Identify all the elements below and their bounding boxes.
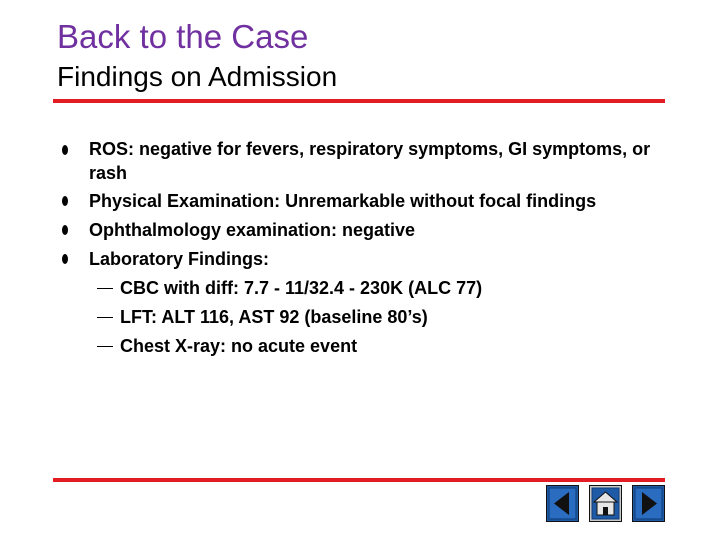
next-icon (633, 486, 664, 521)
bullet-ros-line2: rash (89, 163, 128, 183)
bullet-dot (62, 196, 68, 206)
bullet-physical-exam: Physical Examination: Unremarkable without focal findings (89, 191, 597, 211)
bullet-ros-cont (89, 161, 719, 185)
dash-marker (97, 288, 113, 289)
bullet-lab-findings: Laboratory Findings: (89, 249, 269, 269)
bullet-ros (89, 137, 719, 161)
footer-divider (53, 478, 665, 482)
dash-marker (97, 317, 113, 318)
bullet-dot (62, 254, 68, 264)
previous-button[interactable] (546, 485, 579, 522)
sub-bullet-cbc (97, 276, 482, 300)
bullet-ros-line1: ROS: negative for fevers, respiratory symptoms, GI symptoms, or (89, 139, 651, 159)
home-icon (590, 486, 621, 521)
bullet-dot (62, 225, 68, 235)
slide-title: Back to the Case (57, 18, 309, 55)
next-button[interactable] (632, 485, 665, 522)
previous-icon (547, 486, 578, 521)
bullet-dot (62, 145, 68, 155)
sub-bullet-lft-text: LFT: ALT 116, AST 92 (baseline 80’s) (120, 307, 428, 327)
dash-marker (97, 346, 113, 347)
sub-bullet-cbc-text: CBC with diff: 7.7 - 11/32.4 - 230K (ALC 77) (120, 278, 483, 298)
home-button[interactable] (589, 485, 622, 522)
sub-bullet-cxr (97, 334, 357, 358)
bullet-ophthalmology: Ophthalmology examination: negative (89, 220, 416, 240)
sub-bullet-cxr-text: Chest X-ray: no acute event (120, 336, 358, 356)
title-divider (53, 99, 665, 103)
sub-bullet-lft (97, 305, 428, 329)
slide-subtitle: Findings on Admission (57, 61, 338, 92)
